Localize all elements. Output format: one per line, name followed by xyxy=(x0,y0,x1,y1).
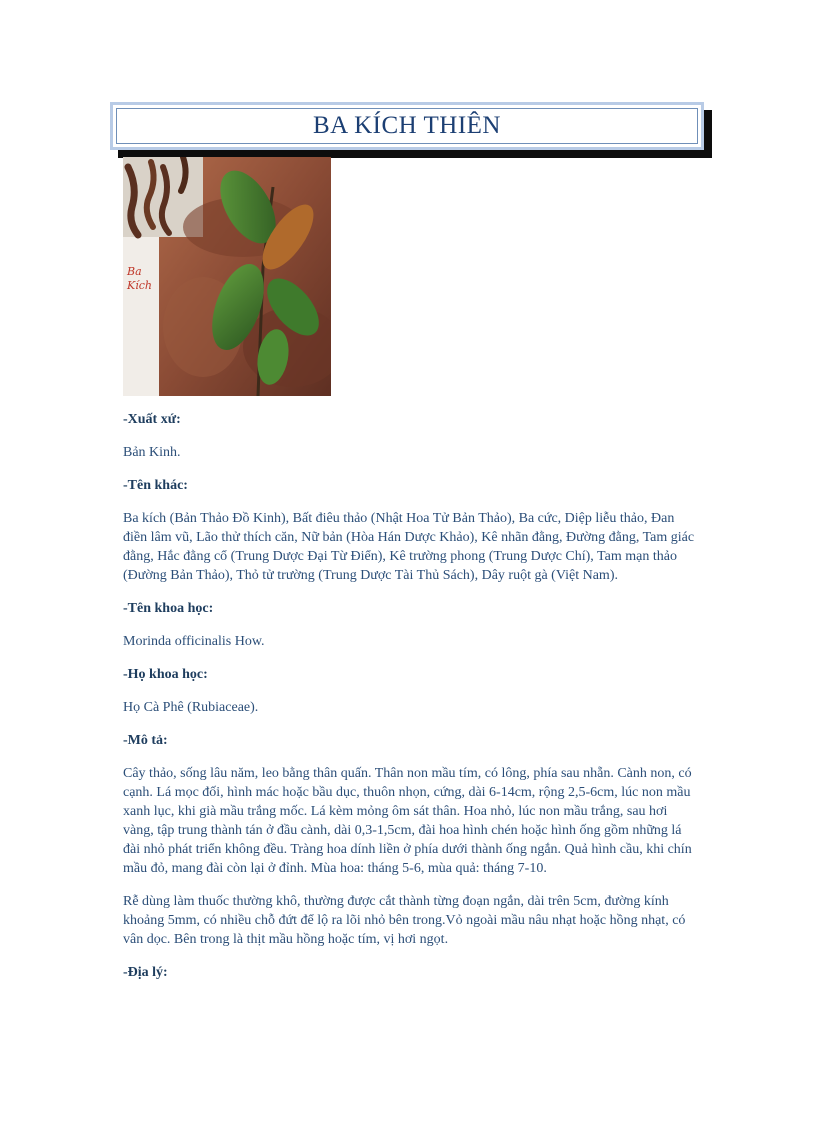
plant-illustration xyxy=(123,157,331,396)
title-box xyxy=(110,102,704,150)
page-title: BA KÍCH THIÊN xyxy=(313,112,501,139)
plant-photo xyxy=(123,157,331,396)
heading-family: -Họ khoa học: xyxy=(123,667,208,682)
heading-scientific-name: -Tên khoa học: xyxy=(123,601,214,616)
paragraph-description-2: Rễ dùng làm thuốc thường khô, thường được cắt thành từng đoạn ngắn, dài trên 5cm, đường kính khoảng 5mm, có nhiều chỗ đứt để lộ ra lõi nhỏ bên trong.Vỏ ngoài mầu nâu nhạt hoặc hồng nhạt, có vân dọc. Bên trong là thịt mầu hồng hoặc tím, vị hơi ngọt. xyxy=(123,894,686,947)
paragraph-family: Họ Cà Phê (Rubiaceae). xyxy=(123,700,259,715)
image-caption-line2: Kích xyxy=(127,279,152,292)
image-caption-line1: Ba xyxy=(127,265,142,278)
heading-geography: -Địa lý: xyxy=(123,965,168,980)
paragraph-description-1: Cây thảo, sống lâu năm, leo bằng thân quấn. Thân non mầu tím, có lông, phía sau nhẵn. Cành non, có cạnh. Lá mọc đối, hình mác hoặc bầu dục, thuôn nhọn, cứng, dài 6-14cm, rộng 2,5-6cm, lúc non mầu xanh lục, khi già mầu trắng mốc. Lá kèm mỏng ôm sát thân. Hoa nhỏ, lúc non mầu trắng, sau hơi vàng, tập trung thành tán ở đầu cành, dài 0,3-1,5cm, đài hoa hình chén hoặc hình ống gồm những lá đài nhỏ phát triển không đều. Tràng hoa dính liền ở phía dưới thành ống ngắn. Quả hình cầu, khi chín mầu đỏ, mang đài còn lại ở đỉnh. Mùa hoa: tháng 5-6, mùa quả: tháng 7-10. xyxy=(123,766,692,876)
heading-other-names: -Tên khác: xyxy=(123,478,188,493)
heading-description: -Mô tả: xyxy=(123,733,168,748)
paragraph-origin: Bản Kinh. xyxy=(123,445,181,460)
paragraph-scientific-name: Morinda officinalis How. xyxy=(123,634,265,649)
paragraph-other-names: Ba kích (Bản Thảo Đồ Kinh), Bất điêu thảo (Nhật Hoa Tử Bản Thảo), Ba cức, Diệp liễu thảo, Đan điền lâm vũ, Lão thử thích căn, Nữ bản (Hòa Hán Dược Khảo), Kê nhãn đằng, Đường đằng, Tam giác đằng, Hắc đằng cổ (Trung Dược Đại Từ Điển), Kê trường phong (Trung Dược Chí), Tam mạn thảo (Đường Bản Thảo), Thỏ tử trường (Trung Dược Tài Thủ Sách), Dây ruột gà (Việt Nam). xyxy=(123,511,695,583)
document-body xyxy=(123,410,695,996)
heading-origin: -Xuất xứ: xyxy=(123,412,181,427)
